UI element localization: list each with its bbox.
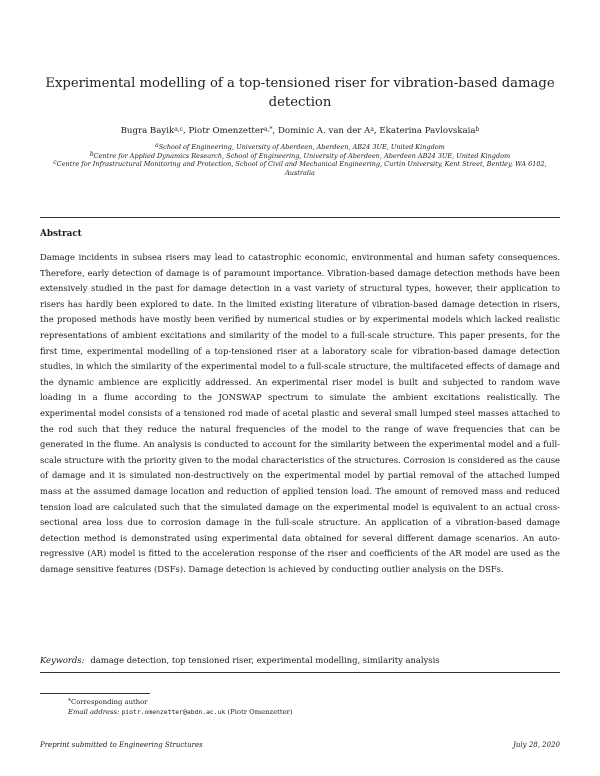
abstract-heading: Abstract — [40, 229, 82, 239]
corresponding-author-note: *Corresponding author — [68, 698, 148, 706]
author-list — [40, 125, 560, 137]
footer-date: July 28, 2020 — [513, 741, 560, 749]
affiliation-list — [40, 143, 560, 178]
author: Ekaterina Pavlovskaia$^b$ — [379, 126, 480, 136]
preprint-note: Preprint submitted to Engineering Structures — [40, 741, 203, 749]
keywords — [40, 654, 560, 666]
affiliation: $^c$Centre for Infrastructural Monitoring and Protection, School of Civil and Mechanical Engineering, Curtin University, Kent Street, Bentley, WA 6102, Australia — [53, 159, 547, 178]
affiliation: $^a$School of Engineering, University of Aberdeen, Aberdeen, AB24 3UE, United Kingdom — [155, 142, 445, 151]
keywords-text: damage detection, top tensioned riser, experimental modelling, similarity analysis — [90, 655, 440, 665]
paper-title: Experimental modelling of a top-tensioned riser for vibration-based damage detection — [45, 76, 555, 110]
author: Piotr Omenzetter$^{a,*}$, — [188, 126, 278, 136]
bottom-divider — [40, 672, 560, 673]
affiliation: $^b$Centre for Applied Dynamics Research, School of Engineering, University of Aberdeen, Aberdeen AB24 3UE, United Kingdom — [89, 150, 511, 160]
email-link[interactable]: piotr.omenzetter@abdn.ac.uk — [121, 707, 226, 716]
email-note: Email address: piotr.omenzetter@abdn.ac.uk (Piotr Omenzetter) — [68, 707, 293, 716]
author: Dominic A. van der $A^a$, — [278, 126, 380, 136]
keywords-label: Keywords: — [40, 655, 85, 665]
abstract-body: Damage incidents in subsea risers may lead to catastrophic economic, environmental and human safety consequences. Therefore, early detection of damage is of paramount importance. Vibration-based damage detection methods have been extensively studied in the past for damage detection in a vast variety of structural types, however, their application to risers has hardly been explored to date. In the limited existing literature of vibration-based damage detection in risers, the proposed methods have mostly been verified by numerical studies or by experimental models which lacked realistic representations of ambient excitations and similarity of the model to a full-scale structure. This paper presents, for the first time, experimental modelling of a top-tensioned riser at a laboratory scale for vibration-based damage detection studies, in which the similarity of the experimental model to a full-scale structure, the multifaceted effects of damage and the dynamic ambience are explicitly addressed. An experimental riser model is built and subjected to random wave loading in a flume according to the JONSWAP spectrum to simulate the ambient excitations realistically. The experimental model consists of a tensioned rod made of acetal plastic and several small lumped steel masses attached to the rod such that they reduce the natural frequencies of the model to the range of wave frequencies that can be generated in the flume. An analysis is conducted to account for the similarity between the experimental model and a full-scale structure with the priority given to the modal characteristics of the structures. Corrosion is considered as the cause of damage and it is simulated non-destructively on the experimental model by partial removal of the attached lumped mass at the assumed damage location and reduction of applied tension load. The amount of removed mass and reduced tension load are calculated such that the simulated damage on the experimental model is equivalent to an actual cross-sectional area loss due to corrosion damage in the full-scale structure. An application of a vibration-based damage detection method is demonstrated using experimental data obtained for several different damage scenarios. An auto-regressive (AR) model is fitted to the acceleration response of the riser and coefficients of the AR model are used as the damage sensitive features (DSFs). Damage detection is achieved by conducting outlier analysis on the DSFs. — [40, 252, 560, 574]
footnotes — [68, 698, 293, 717]
page-footer — [40, 741, 560, 749]
top-divider — [40, 217, 560, 218]
footnote-divider — [40, 693, 150, 694]
author: Bugra Bayik$^{a,c}$, — [120, 126, 189, 136]
